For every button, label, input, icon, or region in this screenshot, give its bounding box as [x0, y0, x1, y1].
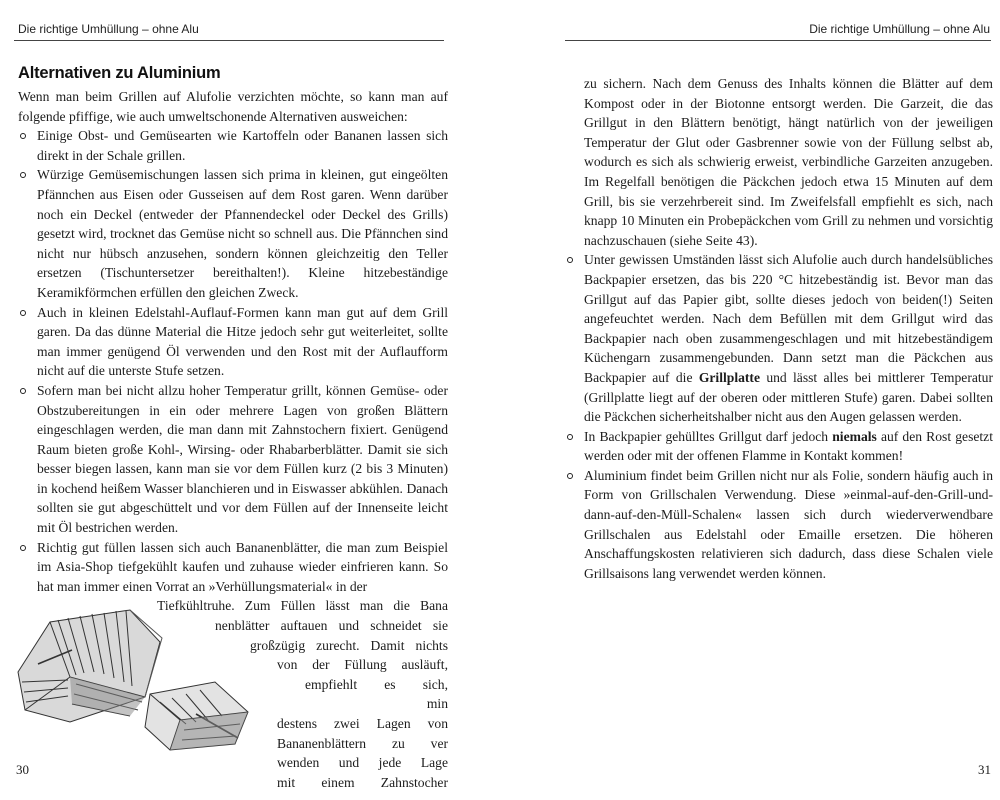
- wrap-line: mit einem Zahnstocher: [277, 774, 448, 790]
- wrap-line: von der Füllung ausläuft,: [277, 657, 448, 673]
- list-item-continuation: zu sichern. Nach dem Genuss des Inhalts können die Blätter auf dem Kompost oder in der Biotonne entsorgt werden. Die Garzeit, die das Grillgut in den Blättern benötigt, hängt natürlich von der jeweiligen Temperatur der Glut oder Gasbrenner sowie von der Füllung selbst ab, wodurch es sich als schwierig erweist, verbindliche Garzeiten anzugeben. Im Regelfall benötigen die Päckchen jedoch etwa 15 Minuten auf dem Grill, bis sie verzehrbereit sind. Im Zweifelsfall empfiehlt es sich, nach knapp 10 Minuten ein Probepäckchen vom Grill zu nehmen und vorsichtig nachzuschauen (siehe Seite 43).: [584, 76, 993, 248]
- banana-leaf-parcels-illustration: [10, 602, 255, 752]
- page-number-right: 31: [978, 762, 991, 777]
- wrap-line: nenblätter auftauen und schneidet sie: [215, 618, 448, 634]
- alternatives-list: [18, 126, 448, 596]
- list-item: Einige Obst- und Gemüsearten wie Kartoffeln oder Bananen lassen sich direkt in der Schale grillen.: [18, 126, 448, 165]
- wrap-line: wenden und jede Lage: [277, 755, 448, 771]
- header-rule-right: [565, 40, 991, 41]
- list-item-text: In Backpapier gehülltes Grillgut darf jedoch: [584, 428, 833, 444]
- list-item: Würzige Gemüsemischungen lassen sich prima in kleinen, gut eingeölten Pfännchen aus Eisen oder Gusseisen auf dem Rost garen. Wenn darüber noch ein Deckel (entweder der Pfannendeckel oder Deckel des Grills) gesetzt wird, trocknet das Gemüse nicht so schnell aus. Die Pfännchen sind nicht nur hübsch anzusehen, sondern können gleichzeitig den Teller ersetzen (Tischuntersetzer bereithalten!). Kleine hitzebeständige Keramikförmchen erfüllen den gleichen Zweck.: [18, 165, 448, 302]
- list-item: Sofern man bei nicht allzu hoher Temperatur grillt, können Gemüse- oder Obstzubereitungen in ein oder mehrere Lagen von großen Blättern eingeschlagen werden, die man dann mit Zahnstochern fixiert. Genügend Raum bieten große Kohl-, Wirsing- oder Rhabarberblätter. Damit sie sich besser biegen lassen, kann man sie vor dem Füllen kurz (2 bis 3 Minuten) in kochend heißem Wasser blanchieren und in Eiswasser abkühlen. Danach sollten sie gut abgeschüttelt und vor dem Füllen auf der Innenseite leicht mit Öl bestrichen werden.: [18, 381, 448, 538]
- intro-paragraph: Wenn man beim Grillen auf Alufolie verzichten möchte, so kann man auf folgende pfiffige, wie auch umweltschonende Alternativen ausweichen:: [18, 89, 448, 124]
- wrap-line: Tiefkühltruhe. Zum Füllen lässt man die Bana: [157, 598, 448, 614]
- list-item: [565, 250, 993, 426]
- list-item: Auch in kleinen Edelstahl-Auflauf-Formen kann man gut auf dem Grill garen. Da das dünne Material die Hitze jedoch sehr gut weiterleitet, sollte man immer genügend Öl verwenden und den Rost mit der Auflaufform nicht auf die unterste Stufe setzen.: [18, 303, 448, 381]
- list-item: Richtig gut füllen lassen sich auch Bananenblätter, die man zum Beispiel im Asia-Shop tiefgekühlt kaufen und zuhause wieder einfrieren kann. So hat man immer einen Vorrat an »Verhüllungsmaterial« in der: [18, 538, 448, 597]
- wrap-line: min: [426, 696, 448, 712]
- bold-term: Grillplatte: [698, 369, 760, 385]
- alternatives-list-continued: [565, 74, 993, 583]
- wrap-line: großzügig zurecht. Damit nichts: [250, 637, 448, 653]
- list-item: Aluminium findet beim Grillen nicht nur als Folie, sondern häufig auch in Form von Grillschalen Verwendung. Diese »einmal-auf-den-Grill-und-dann-auf-den-Müll-Schalen« lassen sich durch wiederverwendbare Grillschalen aus Edelstahl oder Emaille ersetzen. Die höheren Anschaffungskosten relativieren sich dadurch, dass diese Schalen viele Grillsaisons lang verwendet werden können.: [565, 466, 993, 584]
- header-rule-left: [14, 40, 444, 41]
- page-number-left: 30: [16, 762, 29, 777]
- wrap-line: destens zwei Lagen von: [277, 716, 448, 732]
- list-item-text: Unter gewissen Umständen lässt sich Alufolie auch durch handelsübliches Backpapier ersetzen, das bis 220 °C hitzebeständig ist. Bevor man das Grillgut auf das Papier gibt, sollte dieses jedoch von beiden(!) Seiten angefeuchtet werden. Nach dem Befüllen mit dem Grillgut wird das Backpapier nach oben zusammengeschlagen und mit hitzebeständigem Küchengarn zusammengebunden. Dann setzt man die Päckchen aus Backpapier auf die: [584, 252, 993, 385]
- running-header-left: Die richtige Umhüllung – ohne Alu: [18, 22, 199, 36]
- bold-term: niemals: [832, 428, 877, 444]
- section-title: Alternativen zu Aluminium: [18, 64, 221, 82]
- right-page: [565, 74, 993, 583]
- list-item-text: und lässt alles bei mittlerer Temperatur (Grillplatte liegt auf der oberen oder mittleren Stufe) garen. Dabei sollten die Päckchen sicherheitshalber nicht aus den Augen gelassen werden.: [584, 369, 993, 425]
- list-item: [565, 427, 993, 466]
- wrap-line: empfiehlt es sich,: [305, 676, 448, 692]
- list-item-text: auf den Rost gesetzt werden oder mit der offenen Flamme in Kontakt kommen!: [584, 428, 993, 464]
- running-header-right: Die richtige Umhüllung – ohne Alu: [809, 22, 990, 36]
- wrap-line: Bananenblättern zu ver: [277, 735, 448, 751]
